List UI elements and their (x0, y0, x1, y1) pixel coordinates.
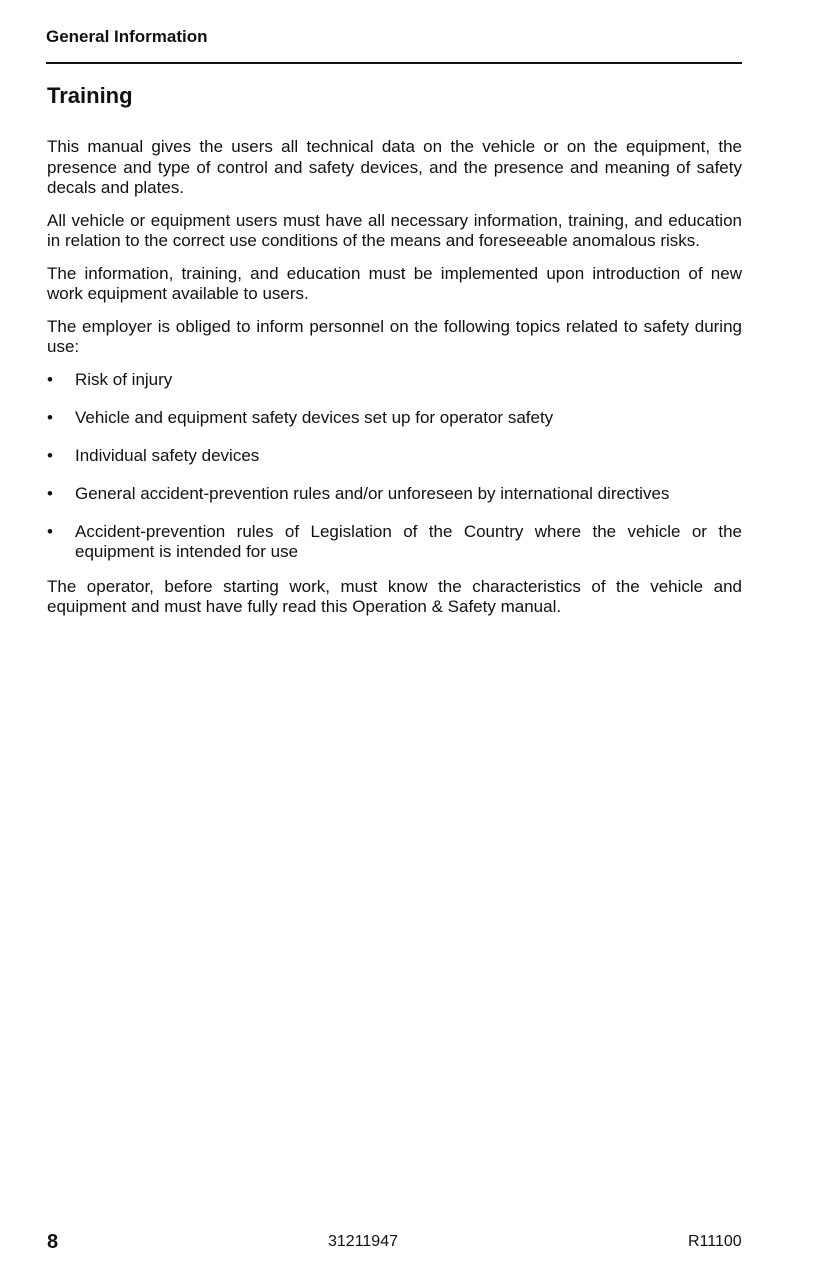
list-item-text: Vehicle and equipment safety devices set up for operator safety (75, 407, 554, 427)
header-divider (46, 62, 742, 64)
body-paragraph: The information, training, and education must be implemented upon introduction of new work equipment available to users. (47, 263, 742, 303)
safety-topics-list (47, 370, 742, 563)
bullet-icon: • (47, 369, 53, 389)
list-item-text: Accident-prevention rules of Legislation of the Country where the vehicle or the equipment is intended for use (75, 521, 742, 561)
body-paragraph: This manual gives the users all technical data on the vehicle or on the equipment, the presence and type of control and safety devices, and the presence and meaning of safety decals and plates. (47, 137, 742, 197)
list-item (47, 370, 742, 391)
bullet-icon: • (47, 445, 53, 465)
bullet-icon: • (47, 483, 53, 503)
section-body (47, 137, 742, 630)
closing-paragraph: The operator, before starting work, must know the characteristics of the vehicle and equipment and must have fully read this Operation & Safety manual. (47, 576, 742, 616)
running-header-title: General Information (46, 27, 208, 46)
revision-code: R11100 (688, 1233, 742, 1250)
page-number: 8 (47, 1231, 59, 1253)
list-item (47, 484, 742, 505)
list-item-text: Individual safety devices (75, 445, 260, 465)
bullet-icon: • (47, 407, 53, 427)
list-item (47, 446, 742, 467)
list-item (47, 408, 742, 429)
list-item (47, 522, 742, 563)
document-number: 31211947 (328, 1233, 398, 1250)
list-item-text: Risk of injury (75, 369, 173, 389)
bullet-icon: • (47, 521, 53, 541)
section-title: Training (47, 83, 133, 108)
body-paragraph: All vehicle or equipment users must have all necessary information, training, and education in relation to the correct use conditions of the means and foreseeable anomalous risks. (47, 210, 742, 250)
body-paragraph: The employer is obliged to inform personnel on the following topics related to safety during use: (47, 316, 742, 356)
list-item-text: General accident-prevention rules and/or unforeseen by international directives (75, 483, 670, 503)
